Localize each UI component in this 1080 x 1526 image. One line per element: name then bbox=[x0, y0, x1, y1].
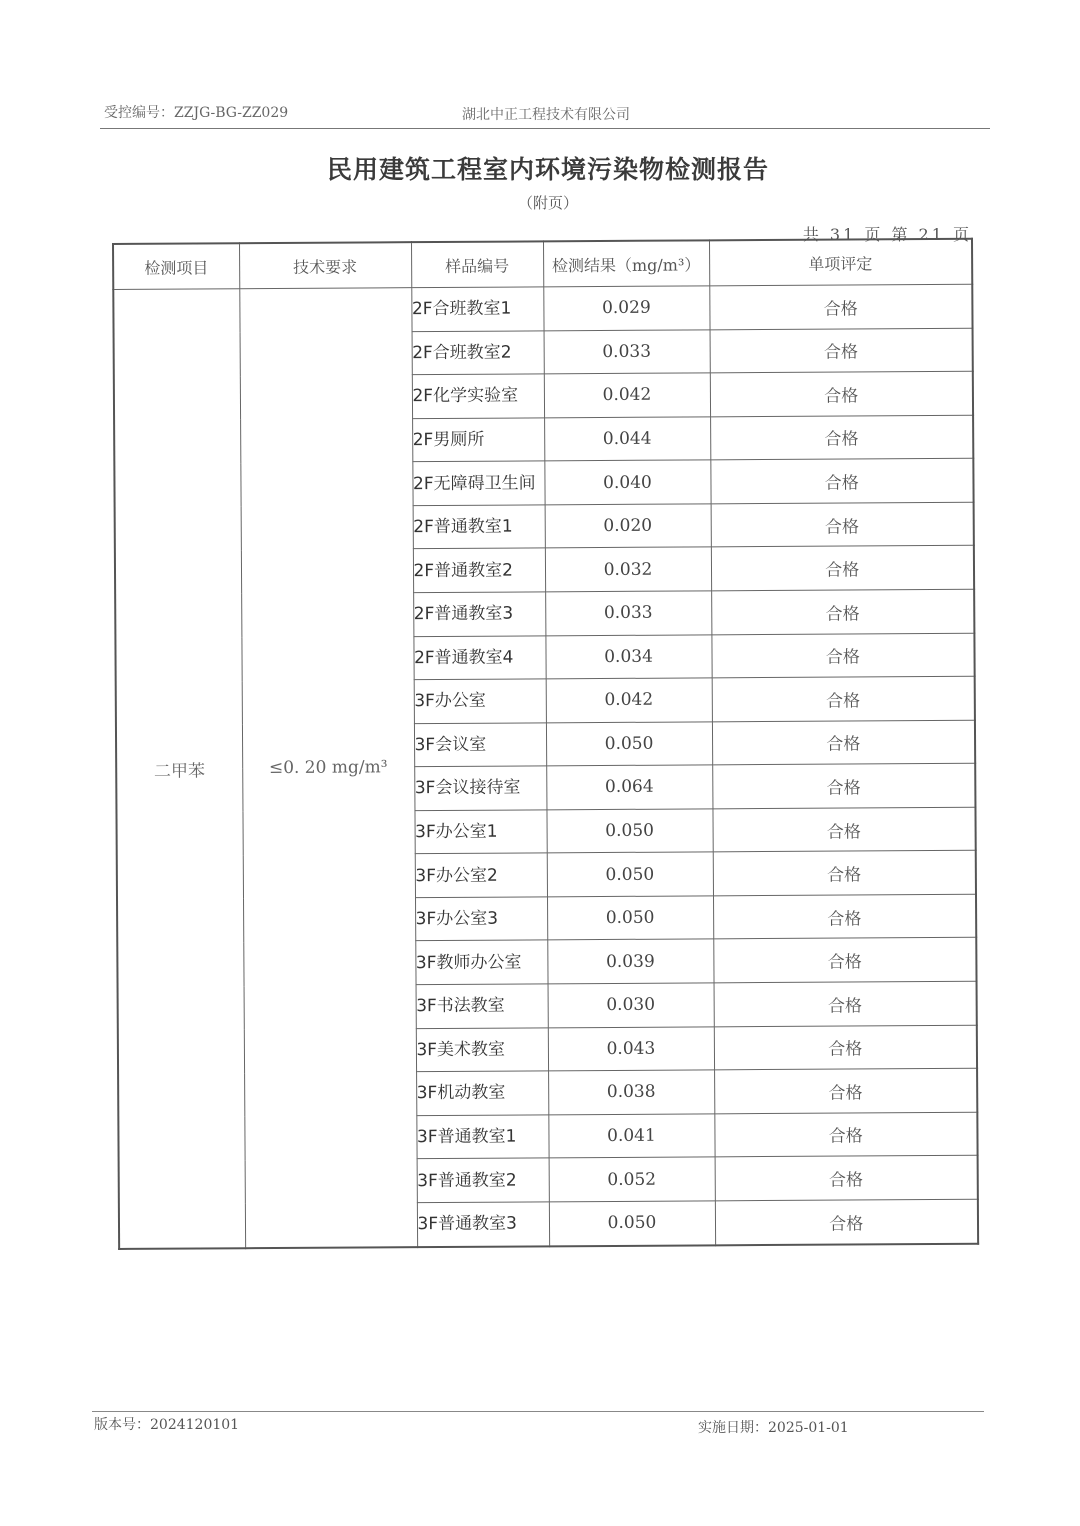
company-name: 湖北中正工程技术有限公司 bbox=[462, 107, 630, 123]
evaluation-cell: 合格 bbox=[714, 981, 977, 1026]
result-cell: 0.029 bbox=[543, 286, 709, 331]
sample-id-cell: 3F办公室1 bbox=[414, 810, 546, 854]
sample-id-cell: 2F普通教室1 bbox=[413, 505, 545, 549]
sample-id-cell: 2F化学实验室 bbox=[412, 374, 544, 418]
result-cell: 0.030 bbox=[548, 983, 714, 1028]
sample-id-cell: 3F教师办公室 bbox=[415, 940, 547, 984]
evaluation-cell: 合格 bbox=[714, 1025, 977, 1070]
evaluation-cell: 合格 bbox=[710, 415, 973, 460]
results-table bbox=[112, 238, 979, 1250]
header-divider bbox=[100, 128, 990, 129]
result-cell: 0.050 bbox=[547, 896, 713, 941]
evaluation-cell: 合格 bbox=[712, 676, 975, 721]
result-cell: 0.032 bbox=[545, 547, 711, 592]
evaluation-cell: 合格 bbox=[711, 589, 974, 634]
page-counter: 共 31 页 第 21 页 bbox=[802, 225, 972, 244]
footer-divider bbox=[92, 1411, 984, 1412]
result-cell: 0.034 bbox=[545, 634, 711, 679]
evaluation-cell: 合格 bbox=[709, 284, 972, 329]
control-number: 受控编号：ZZJG-BG-ZZ029 bbox=[104, 105, 289, 121]
sample-id-cell: 3F书法教室 bbox=[416, 984, 548, 1028]
evaluation-cell: 合格 bbox=[712, 720, 975, 765]
report-title: 民用建筑工程室内环境污染物检测报告 bbox=[326, 155, 769, 184]
result-cell: 0.042 bbox=[546, 678, 712, 723]
evaluation-cell: 合格 bbox=[714, 1112, 977, 1157]
sample-id-cell: 3F会议室 bbox=[414, 722, 546, 766]
result-cell: 0.020 bbox=[545, 504, 711, 549]
sample-id-cell: 3F普通教室3 bbox=[417, 1202, 549, 1247]
sample-id-cell: 3F机动教室 bbox=[416, 1071, 548, 1115]
technical-requirement-cell: ≤0. 20 mg/m³ bbox=[239, 288, 417, 1249]
sample-id-cell: 3F会议接待室 bbox=[414, 766, 546, 810]
result-cell: 0.033 bbox=[544, 329, 710, 374]
evaluation-cell: 合格 bbox=[710, 371, 973, 416]
evaluation-cell: 合格 bbox=[713, 938, 976, 983]
result-cell: 0.050 bbox=[549, 1201, 715, 1247]
result-cell: 0.042 bbox=[544, 373, 710, 418]
table-row bbox=[113, 284, 972, 333]
evaluation-cell: 合格 bbox=[715, 1155, 978, 1200]
sample-id-cell: 3F普通教室2 bbox=[417, 1158, 549, 1202]
result-cell: 0.033 bbox=[545, 591, 711, 636]
column-header-sample: 样品编号 bbox=[411, 241, 543, 287]
report-subtitle: （附页） bbox=[517, 194, 578, 212]
sample-id-cell: 2F普通教室4 bbox=[413, 635, 545, 679]
sample-id-cell: 2F普通教室2 bbox=[413, 548, 545, 592]
result-cell: 0.044 bbox=[544, 417, 710, 462]
evaluation-cell: 合格 bbox=[711, 633, 974, 678]
result-cell: 0.039 bbox=[547, 939, 713, 984]
result-cell: 0.041 bbox=[548, 1114, 714, 1159]
sample-id-cell: 3F普通教室1 bbox=[416, 1115, 548, 1159]
sample-id-cell: 3F办公室2 bbox=[415, 853, 547, 897]
evaluation-cell: 合格 bbox=[710, 328, 973, 373]
evaluation-cell: 合格 bbox=[715, 1199, 978, 1245]
result-cell: 0.040 bbox=[544, 460, 710, 505]
version-number: 版本号：2024120101 bbox=[94, 1417, 240, 1433]
result-cell: 0.064 bbox=[546, 765, 712, 810]
result-cell: 0.050 bbox=[547, 852, 713, 897]
evaluation-cell: 合格 bbox=[712, 807, 975, 852]
result-cell: 0.043 bbox=[548, 1026, 714, 1071]
sample-id-cell: 2F无障碍卫生间 bbox=[412, 461, 544, 505]
sample-id-cell: 2F合班教室1 bbox=[411, 287, 543, 331]
column-header-requirement: 技术要求 bbox=[239, 242, 411, 289]
evaluation-cell: 合格 bbox=[713, 851, 976, 896]
evaluation-cell: 合格 bbox=[712, 763, 975, 808]
sample-id-cell: 3F办公室3 bbox=[415, 897, 547, 941]
sample-id-cell: 2F男厕所 bbox=[412, 418, 544, 462]
table-body bbox=[113, 284, 978, 1249]
evaluation-cell: 合格 bbox=[714, 1068, 977, 1113]
result-cell: 0.038 bbox=[548, 1070, 714, 1115]
test-item-cell: 二甲苯 bbox=[113, 289, 245, 1249]
evaluation-cell: 合格 bbox=[711, 502, 974, 547]
evaluation-cell: 合格 bbox=[710, 458, 973, 503]
column-header-result: 检测结果（mg/m³） bbox=[543, 240, 709, 287]
sample-id-cell: 2F普通教室3 bbox=[413, 592, 545, 636]
sample-id-cell: 2F合班教室2 bbox=[412, 330, 544, 374]
result-cell: 0.052 bbox=[549, 1157, 715, 1202]
result-cell: 0.050 bbox=[546, 809, 712, 854]
table-header-row bbox=[113, 239, 972, 290]
evaluation-cell: 合格 bbox=[713, 894, 976, 939]
evaluation-cell: 合格 bbox=[711, 546, 974, 591]
sample-id-cell: 3F美术教室 bbox=[416, 1027, 548, 1071]
result-cell: 0.050 bbox=[546, 721, 712, 766]
effective-date: 实施日期：2025-01-01 bbox=[698, 1420, 849, 1436]
column-header-evaluation: 单项评定 bbox=[709, 239, 972, 286]
column-header-item: 检测项目 bbox=[113, 243, 239, 289]
sample-id-cell: 3F办公室 bbox=[414, 679, 546, 723]
